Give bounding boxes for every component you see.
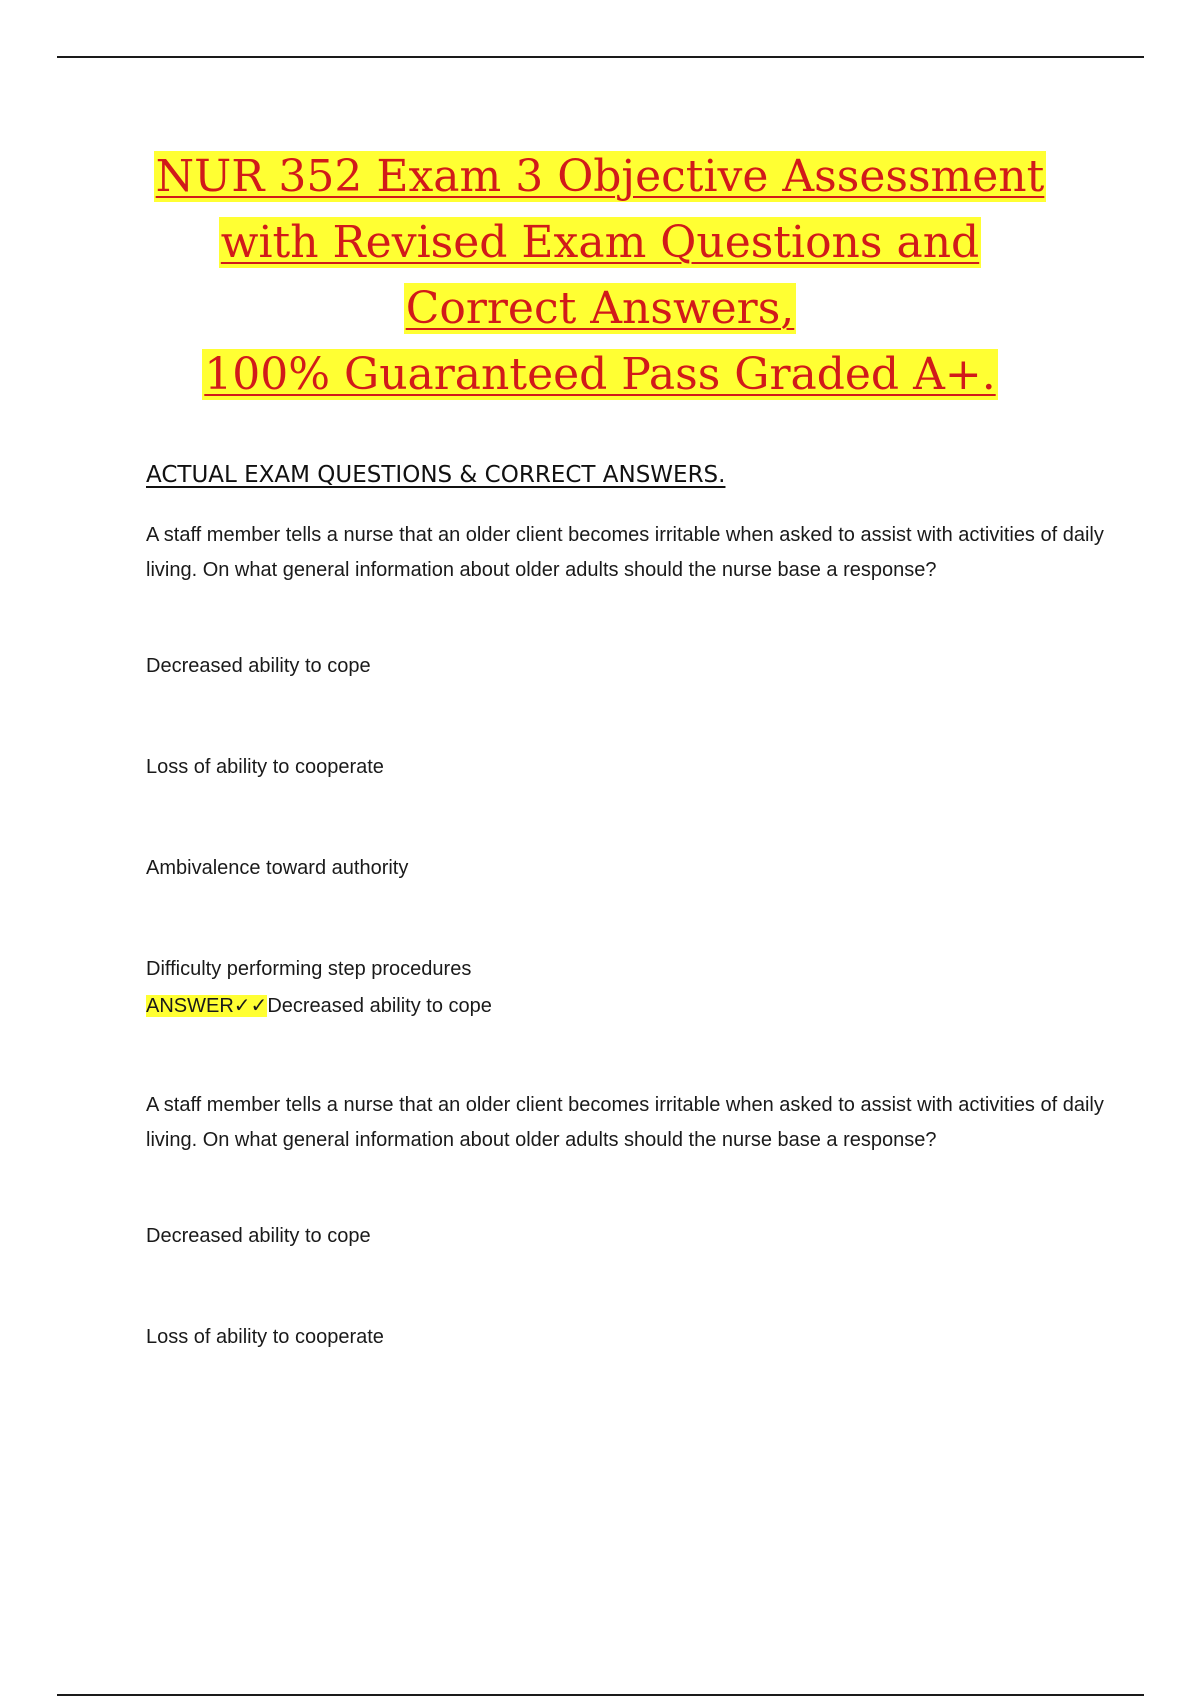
document-title xyxy=(0,144,1200,408)
title-line-1: NUR 352 Exam 3 Objective Assessment xyxy=(155,151,1045,202)
question-2-option-b: Loss of ability to cooperate xyxy=(146,1326,384,1348)
question-1-option-b: Loss of ability to cooperate xyxy=(146,756,384,778)
title-line-2: with Revised Exam Questions and xyxy=(220,217,980,268)
title-line-4: 100% Guaranteed Pass Graded A+. xyxy=(204,349,996,400)
title-line-3: Correct Answers, xyxy=(405,283,795,334)
question-2-text: A staff member tells a nurse that an older client becomes irritable when asked to assist with activities of daily living. On what general information about older adults should the nurse base a response? xyxy=(146,1094,1104,1151)
section-heading: ACTUAL EXAM QUESTIONS & CORRECT ANSWERS. xyxy=(146,462,726,488)
question-2-option-a: Decreased ability to cope xyxy=(146,1225,371,1247)
top-rule xyxy=(57,56,1144,58)
document-body xyxy=(146,460,1106,1351)
question-1-option-a: Decreased ability to cope xyxy=(146,655,371,677)
question-1-option-d: Difficulty performing step procedures xyxy=(146,958,472,980)
answer-label: ANSWER✓✓ xyxy=(146,995,268,1017)
answer-text: Decreased ability to cope xyxy=(267,995,492,1017)
bottom-rule xyxy=(57,1694,1144,1696)
question-1-text: A staff member tells a nurse that an older client becomes irritable when asked to assist with activities of daily living. On what general information about older adults should the nurse base a response? xyxy=(146,524,1104,581)
question-1-answer xyxy=(146,992,1106,1020)
question-1-option-c: Ambivalence toward authority xyxy=(146,857,409,879)
